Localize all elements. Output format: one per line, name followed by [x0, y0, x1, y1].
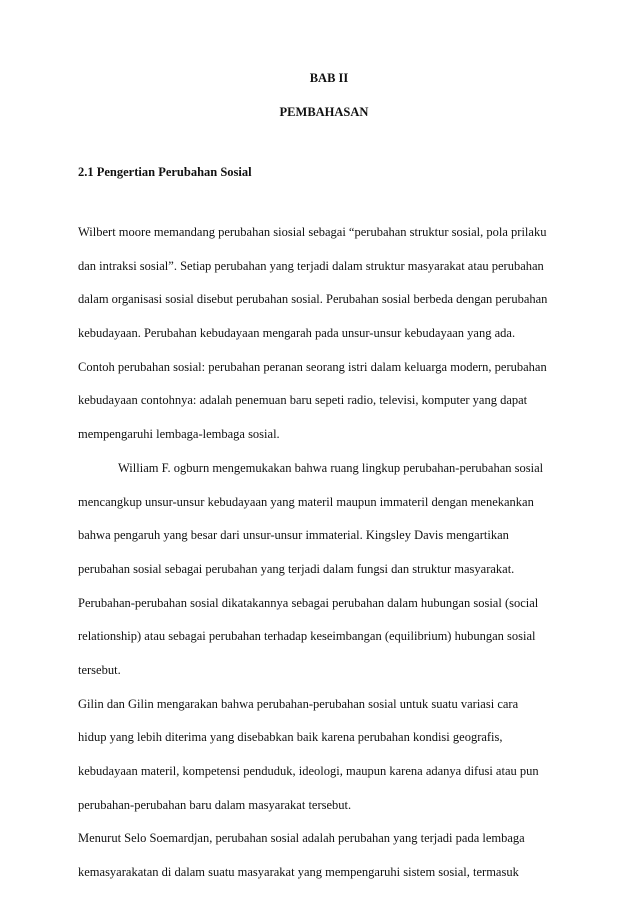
- body-text: [78, 220, 563, 894]
- chapter-title: PEMBAHASAN: [279, 105, 369, 119]
- text-line: dan intraksi sosial”. Setiap perubahan yang terjadi dalam struktur masyarakat atau perubahan: [78, 258, 544, 273]
- text-line: Perubahan-perubahan sosial dikatakannya sebagai perubahan dalam hubungan sosial (social: [78, 595, 539, 610]
- chapter-heading: BAB II: [309, 71, 349, 85]
- text-line: bahwa pengaruh yang besar dari unsur-unsur immaterial. Kingsley Davis mengartikan: [78, 528, 509, 543]
- text-line: tersebut.: [78, 662, 121, 677]
- text-line: mempengaruhi lembaga-lembaga sosial.: [78, 427, 280, 442]
- text-line: Gilin dan Gilin mengarakan bahwa perubahan-perubahan sosial untuk suatu variasi cara: [78, 696, 519, 711]
- text-line: perubahan sosial sebagai perubahan yang terjadi dalam fungsi dan struktur masyarakat.: [78, 561, 515, 576]
- text-line: dalam organisasi sosial disebut perubahan sosial. Perubahan sosial berbeda dengan perubahan: [78, 292, 548, 307]
- text-line: kebudayaan contohnya: adalah penemuan baru sepeti radio, televisi, komputer yang dapat: [78, 393, 528, 408]
- text-line: perubahan-perubahan baru dalam masyarakat tersebut.: [78, 797, 352, 812]
- text-line: relationship) atau sebagai perubahan terhadap keseimbangan (equilibrium) hubungan sosial: [78, 629, 536, 644]
- section-title: 2.1 Pengertian Perubahan Sosial: [78, 165, 252, 179]
- text-line: William F. ogburn mengemukakan bahwa ruang lingkup perubahan-perubahan sosial: [118, 460, 544, 475]
- text-line: mencangkup unsur-unsur kebudayaan yang materil maupun immateril dengan menekankan: [78, 494, 534, 509]
- text-line: kebudayaan. Perubahan kebudayaan mengarah pada unsur-unsur kebudayaan yang ada.: [78, 326, 516, 341]
- text-line: Contoh perubahan sosial: perubahan peranan seorang istri dalam keluarga modern, perubahan: [78, 359, 547, 374]
- text-line: kemasyarakatan di dalam suatu masyarakat yang mempengaruhi sistem sosial, termasuk: [78, 865, 519, 880]
- text-line: Menurut Selo Soemardjan, perubahan sosial adalah perubahan yang terjadi pada lembaga: [78, 831, 525, 846]
- text-line: Wilbert moore memandang perubahan siosial sebagai “perubahan struktur sosial, pola prilaku: [78, 225, 547, 239]
- text-line: kebudayaan materil, kompetensi penduduk, ideologi, maupun karena adanya difusi atau pun: [78, 764, 539, 778]
- text-line: hidup yang lebih diterima yang disebabkan baik karena perubahan kondisi geografis,: [78, 730, 503, 745]
